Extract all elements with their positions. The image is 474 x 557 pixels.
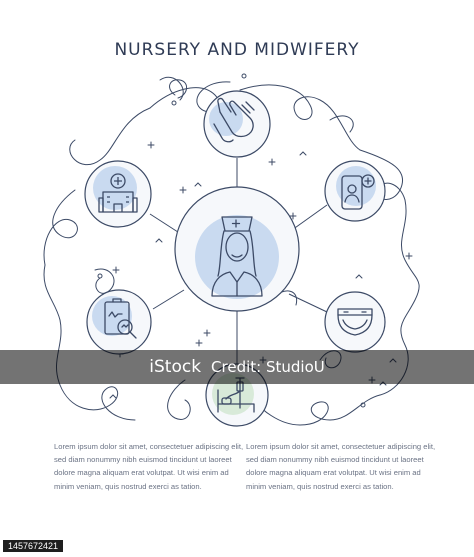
page-title: NURSERY AND MIDWIFERY — [114, 40, 360, 60]
watermark-credit: Credit: StudioU — [211, 358, 325, 376]
top-node — [204, 91, 270, 157]
upper-left-node — [85, 161, 151, 227]
stock-id-badge: 1457672421 — [3, 540, 63, 552]
upper-right-node — [325, 161, 385, 221]
watermark-bar — [0, 350, 474, 384]
lower-left-node — [87, 290, 151, 354]
body-text-right: Lorem ipsum dolor sit amet, consectetuer adipiscing elit, sed diam nonummy nibh euismod tincidunt ut laoreet dolore magna aliquam erat volutpat. Ut wisi enim ad minim veniam, quis nostrud exerci as tation. — [246, 442, 436, 491]
watermark-logo: iStock — [149, 357, 202, 377]
center-node — [175, 187, 299, 311]
lower-right-node — [325, 292, 385, 352]
body-text-left: Lorem ipsum dolor sit amet, consectetuer adipiscing elit, sed diam nonummy nibh euismod tincidunt ut laoreet dolore magna aliquam erat volutpat. Ut wisi enim ad minim veniam, quis nostrud exerci as tation. — [54, 442, 244, 491]
